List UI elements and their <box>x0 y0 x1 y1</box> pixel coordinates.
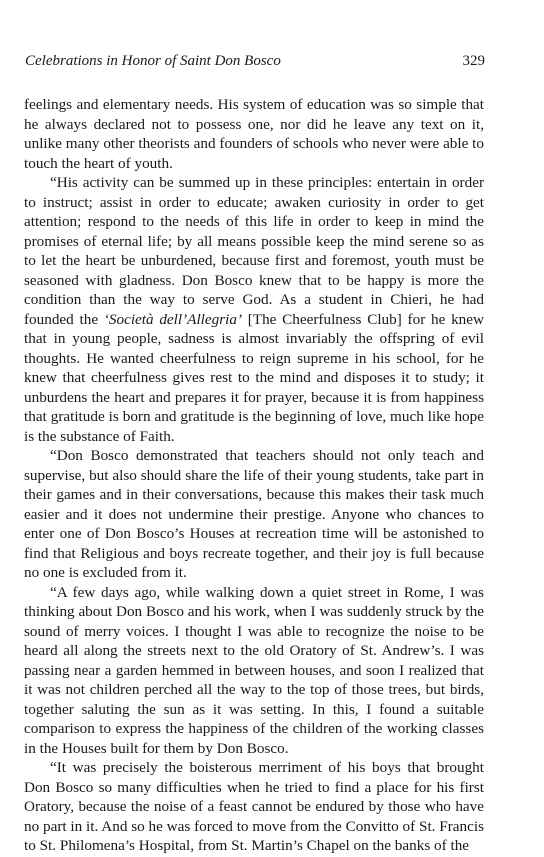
paragraph-1: feelings and elementary needs. His system of education was so simple that he always declared not to possess one, nor did he leave any text on it, unlike many other theorists and founders of schools who never were able to touch the heart of youth. <box>24 96 484 172</box>
page-number: 329 <box>462 53 485 69</box>
running-title: Celebrations in Honor of Saint Don Bosco <box>25 53 281 69</box>
paragraph-3: “Don Bosco demonstrated that teachers should not only teach and supervise, but also should share the life of their young students, take part in their games and in their conversations, because this makes their task much easier and it does not undermine their prestige. Anyone who chances to enter one of Don Bosco’s Houses at recreation time will be astonished to find that Religious and boys recreate together, and their joy is full because no one is excluded from it. <box>24 447 484 581</box>
paragraph-5: “It was precisely the boisterous merriment of his boys that brought Don Bosco so many difficulties when he tried to find a place for his first Oratory, because the noise of a feast cannot be endured by those who have no part in it. And so he was forced to move from the Convitto of St. Francis to St. Philomena’s Hospital, from St. Martin’s Chapel on the banks of the <box>24 759 484 854</box>
running-head <box>25 51 485 71</box>
paragraph-2-text-start: “His activity can be summed up in these principles: entertain in order to instruct; assist in order to educate; awaken curiosity in order to get attention; respond to the needs of this life in order to keep in mind the promises of eternal life; by all means possible keep the mind serene so as to let the heart be unburdened, because first and foremost, youth must be seasoned with gladness. Don Bosco knew that to be happy is more the condition than the way to serve God. As a student in Chieri, he had founded the <box>24 174 484 328</box>
paragraph-4: “A few days ago, while walking down a quiet street in Rome, I was thinking about Don Bosco and his work, when I was suddenly struck by the sound of merry voices. I thought I was able to recognize the noise to be heard all along the streets next to the old Oratory of St. Andrew’s. I was passing near a garden hemmed in between houses, and soon I realized that it was not children perched all the way to the top of those trees, but birds, together saluting the sun as it was setting. In this, I found a suitable comparison to express the happiness of the children of the working classes in the Houses built for them by Don Bosco. <box>24 583 484 757</box>
society-name: ‘Società dell’Allegria’ <box>103 310 242 328</box>
body-text <box>24 95 484 856</box>
paragraph-2 <box>24 173 484 446</box>
paragraph-2-text-end: [The Cheerfulness Club] for he knew that in young people, sadness is almost invariably the offspring of evil thoughts. He wanted cheerfulness to reign supreme in his school, for he knew that cheerfulness gives rest to the mind and disposes it to study; it unburdens the heart and prepares it for prayer, because it is from happiness that gratitude is born and gratitude is the beginning of love, much like hope is the substance of Faith. <box>24 310 484 445</box>
